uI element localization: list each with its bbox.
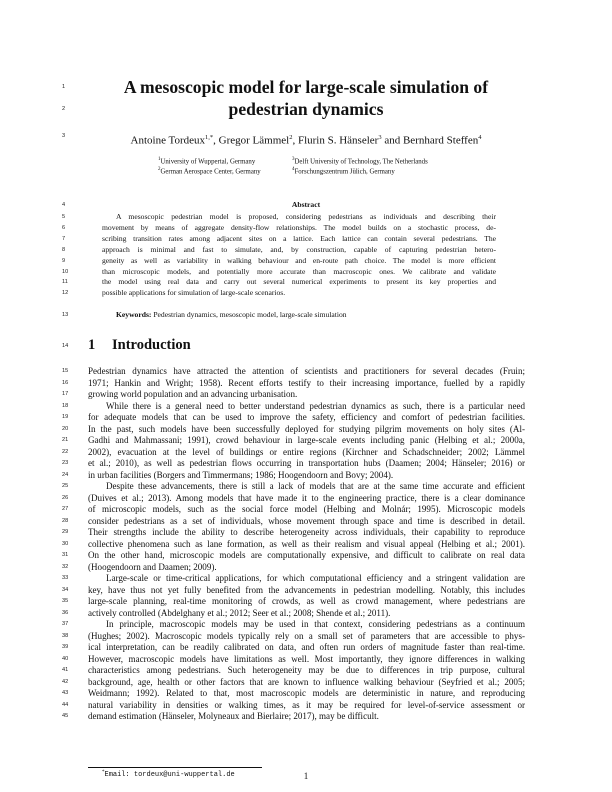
footnote-rule bbox=[88, 767, 262, 768]
affiliation-marker: 3 bbox=[292, 157, 295, 162]
author-affil-marker: 4 bbox=[478, 134, 482, 141]
line-number: 19 bbox=[62, 414, 69, 420]
line-number: 15 bbox=[62, 368, 69, 374]
line-number: 8 bbox=[62, 246, 66, 253]
line-number: 4 bbox=[62, 202, 66, 208]
body-line: 1971; Hankin and Wright; 1958). Recent efforts testify to their increasing importance, fuelled by a rapidly bbox=[88, 377, 525, 388]
body-line: background, age, health or other factors that are known to influence walking behaviour (Seyfried et al.; 2005; bbox=[88, 676, 525, 687]
body-line: for adequate models that can be used to improve the safety, efficiency and comfort of pedestrian facilities. bbox=[88, 412, 525, 422]
line-number: 20 bbox=[62, 425, 69, 432]
line-number: 28 bbox=[62, 517, 69, 524]
abstract-line: geneity as well as variability in walking behaviour and en-route path choice. The model is more efficient bbox=[102, 255, 496, 265]
line-number: 27 bbox=[62, 506, 69, 512]
abstract-line: movement by means of aggregate density-flow relationships. The model builds on a stochastic process, de- bbox=[102, 222, 496, 232]
affiliation-text: Forschungszentrum Jülich, Germany bbox=[294, 168, 395, 176]
line-number: 2 bbox=[62, 106, 66, 112]
body-line: of microscopic models, such as the social force model (Helbing and Molnár; 1995). Microscopic models bbox=[88, 504, 525, 514]
line-number: 23 bbox=[62, 460, 69, 466]
paper-title bbox=[100, 76, 512, 120]
line-number: 21 bbox=[62, 437, 69, 443]
affiliation bbox=[292, 165, 395, 176]
line-number: 31 bbox=[62, 552, 69, 558]
author-affil-marker: 1,* bbox=[205, 134, 214, 141]
keywords-text: Pedestrian dynamics, mesoscopic model, large-scale simulation bbox=[151, 310, 347, 319]
line-number: 1 bbox=[62, 84, 66, 90]
line-number: 22 bbox=[62, 448, 69, 455]
line-number: 17 bbox=[62, 391, 69, 397]
author-name: Gregor Lämmel bbox=[218, 134, 290, 147]
abstract-line: scribing transition rates among adjacent sites on a lattice. Each lattice can contain several pedestrians. The bbox=[102, 233, 496, 243]
line-number: 12 bbox=[62, 290, 69, 297]
abstract-line: the model using real data and carry out several numerical experiments to present its key properties and bbox=[102, 277, 496, 287]
line-number: 35 bbox=[62, 598, 69, 604]
affiliation bbox=[158, 165, 261, 176]
keywords-label: Keywords: bbox=[116, 310, 152, 319]
author-separator: , bbox=[213, 134, 219, 147]
body-line: In the past, such models have been successfully deployed for studying pilgrim movements on holy sites (Al- bbox=[88, 423, 525, 434]
body-line: (Hoogendoorn and Daamen; 2009). bbox=[88, 561, 217, 572]
body-line: large-scale planning, real-time monitoring of crowds, as well as crowd management, where pedestrians are bbox=[88, 596, 525, 606]
line-number: 6 bbox=[62, 224, 66, 231]
line-number: 26 bbox=[62, 494, 69, 501]
line-number: 36 bbox=[62, 609, 69, 616]
author-affil-marker: 2 bbox=[289, 134, 293, 141]
line-number: 11 bbox=[62, 279, 68, 286]
body-line: et al.; 2010), as well as pedestrian flows occurring in transportation hubs (Daamen; 2004; Hänseler; 2016) or bbox=[88, 458, 525, 468]
line-number: 34 bbox=[62, 586, 69, 593]
page-number: 1 bbox=[303, 771, 309, 781]
section-title: Introduction bbox=[112, 337, 191, 353]
body-line: On the other hand, microscopic models are computationally expensive, and difficult to calibrate on real data bbox=[88, 550, 525, 560]
affiliation-marker: 1 bbox=[158, 157, 161, 162]
line-number: 32 bbox=[62, 563, 69, 570]
author-affil-marker: 3 bbox=[378, 134, 382, 141]
body-line: In principle, macroscopic models may be used in that context, considering pedestrians as a continuum bbox=[106, 619, 525, 629]
body-line: Pedestrian dynamics have attracted the attention of scientists and practitioners for several decades (Fruin; bbox=[88, 366, 525, 376]
keywords bbox=[116, 310, 496, 319]
line-number: 7 bbox=[62, 235, 66, 242]
body-line: consider pedestrians as a set of individuals, whose movement through space and time is described in detail. bbox=[88, 515, 525, 526]
body-line: Large-scale or time-critical applications, for which computational efficiency and a stringent validation are bbox=[106, 573, 525, 583]
body-line: 2002), evacuation at the level of buildings or entire regions (Kirchner and Schadschneider; 2002; Lämmel bbox=[88, 446, 525, 457]
title-line: pedestrian dynamics bbox=[228, 99, 384, 119]
body-line: However, macroscopic models have limitations as well. Most importantly, they ignore differences in walking bbox=[88, 653, 525, 664]
line-number: 45 bbox=[62, 713, 69, 719]
line-number: 41 bbox=[62, 667, 69, 673]
author-name: Bernhard Steffen bbox=[402, 134, 479, 147]
line-number: 42 bbox=[62, 678, 69, 685]
line-number: 14 bbox=[62, 343, 69, 349]
line-number: 30 bbox=[62, 540, 69, 547]
line-number: 29 bbox=[62, 529, 69, 535]
line-number: 38 bbox=[62, 632, 69, 639]
line-number: 37 bbox=[62, 621, 69, 627]
body-line: Gadhi and Mahmassani; 1991), crowd behaviour in large-scale events including panic (Helbing et al.; 2000a, bbox=[88, 435, 525, 445]
line-number: 40 bbox=[62, 655, 69, 662]
affiliation-text: German Aerospace Center, Germany bbox=[160, 168, 261, 176]
body-line: characteristics among pedestrians. Such heterogeneity may be due to differences in trip purpose, cultural bbox=[88, 665, 525, 675]
abstract-line: possible applications for simulation of large-scale scenarios. bbox=[102, 288, 286, 298]
line-number: 44 bbox=[62, 701, 69, 708]
body-line: (Duives et al.; 2013). Among models that have made it to the engineering practice, there is a clear dominance bbox=[88, 492, 525, 503]
line-number: 24 bbox=[62, 471, 69, 478]
author-name: Antoine Tordeux bbox=[130, 134, 206, 147]
author-separator: and bbox=[381, 134, 403, 147]
author-name: Flurin S. Hänseler bbox=[297, 134, 379, 147]
line-number: 16 bbox=[62, 379, 69, 386]
author-separator: , bbox=[292, 134, 298, 147]
line-number: 9 bbox=[62, 257, 66, 264]
line-number: 43 bbox=[62, 690, 69, 696]
body-line: demand estimation (Hänseler, Molyneaux and Bierlaire; 2017), may be difficult. bbox=[88, 711, 379, 721]
line-number: 5 bbox=[62, 214, 66, 220]
body-line: key, have thus not yet fully benefited from the advancements in pedestrian modelling. Notably, this includes bbox=[88, 584, 525, 595]
line-number: 33 bbox=[62, 575, 69, 581]
affiliation-text: Delft University of Technology, The Netherlands bbox=[294, 158, 428, 166]
title-line: A mesoscopic model for large-scale simulation of bbox=[123, 77, 489, 97]
body-line: growing world population and an advancing urbanisation. bbox=[88, 389, 298, 399]
body-line: ical interpretation, can be readily calibrated on data, and often run orders of magnitude faster than real-time. bbox=[88, 642, 525, 652]
abstract-heading: Abstract bbox=[291, 200, 321, 209]
line-number: 10 bbox=[62, 268, 69, 275]
body-line: Weidmann; 1992). Related to that, most macroscopic models are deterministic in nature, and reproducing bbox=[88, 688, 525, 698]
line-number: 3 bbox=[62, 133, 66, 139]
body-line: in urban facilities (Borgers and Timmermans; 1986; Hoogendoorn and Bovy; 2004). bbox=[88, 469, 394, 480]
body-line: (Hughes; 2002). Macroscopic models typically rely on a small set of parameters that are accessible to phys- bbox=[88, 630, 525, 641]
section-heading bbox=[88, 337, 191, 354]
abstract-line: A mesoscopic pedestrian model is proposed, considering pedestrians as individuals and describing their bbox=[116, 212, 496, 221]
abstract-line: than microscopic models, and potentially more accurate than macroscopic ones. We calibrate and validate bbox=[102, 266, 496, 276]
section-number: 1 bbox=[88, 337, 96, 353]
abstract-line: approach is minimal and fast to simulate, and, by construction, capable of capturing pedestrian hetero- bbox=[102, 244, 496, 254]
line-number: 13 bbox=[62, 312, 69, 318]
body-line: While there is a general need to better understand pedestrian dynamics as such, there is a particular need bbox=[106, 400, 525, 411]
body-line: Despite these advancements, there is still a lack of models that are at the same time accurate and efficient bbox=[106, 481, 525, 491]
footnote bbox=[102, 770, 235, 779]
footnote-text: Email: tordeux@uni-wuppertal.de bbox=[104, 771, 235, 779]
body-line: natural variability in densities or walking times, as it may be required for level-of-service assessment or bbox=[88, 699, 525, 710]
line-number: 25 bbox=[62, 483, 69, 489]
body-line: actively controlled (Abdelghany et al.; 2012; Seer et al.; 2008; Shende et al.; 2011). bbox=[88, 607, 391, 618]
affiliation-text: University of Wuppertal, Germany bbox=[160, 158, 256, 166]
affiliation-marker: 4 bbox=[292, 167, 295, 172]
body-line: Their strengths include the ability to describe heterogeneity across individuals, their capability to reproduce bbox=[88, 527, 525, 537]
line-number: 18 bbox=[62, 402, 69, 409]
author-list bbox=[90, 131, 522, 148]
affiliation-marker: 2 bbox=[158, 167, 161, 172]
body-line: collective phenomena such as lane formation, as well as their realism and visual appeal (Helbing et al.; 2001). bbox=[88, 538, 525, 549]
line-number: 39 bbox=[62, 644, 69, 650]
footnote-marker: * bbox=[102, 770, 105, 775]
